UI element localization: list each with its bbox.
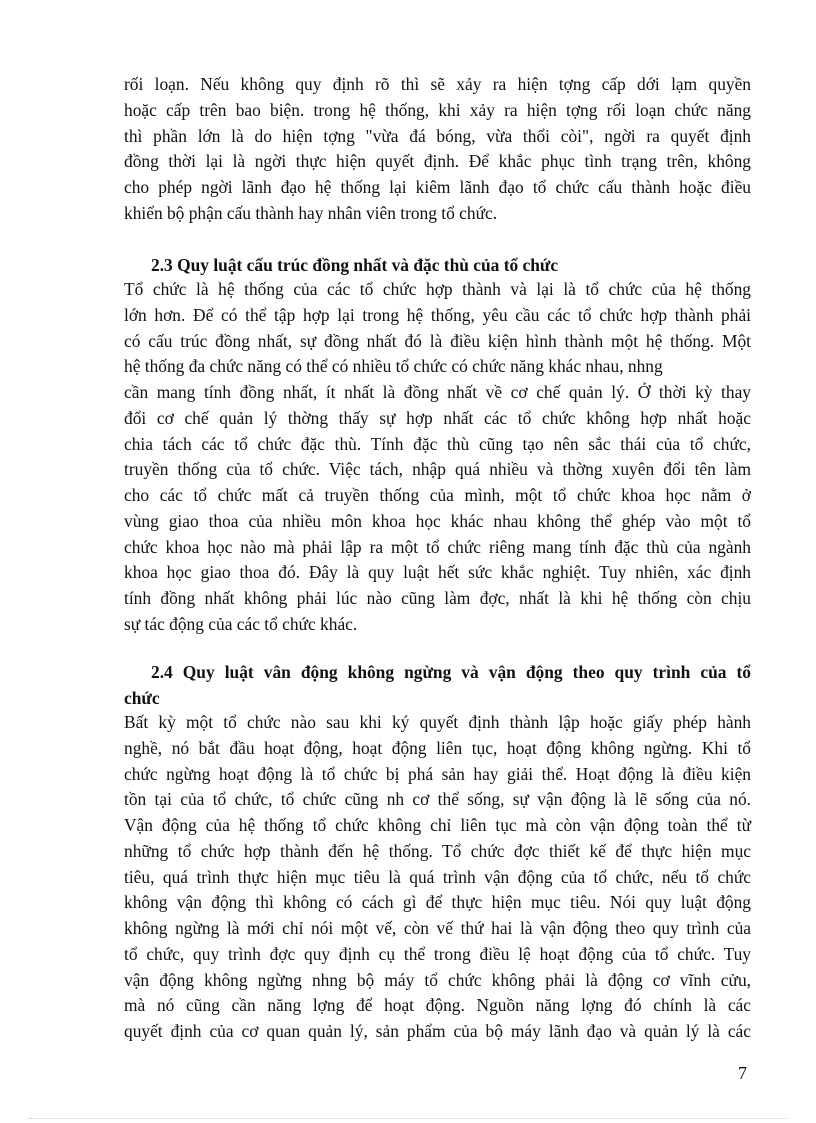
- text-line: thì phần lớn là do hiện tợng "vừa đá bóng, vừa thổi còi", ngời ra quyết định: [124, 125, 751, 146]
- paragraph-1: [124, 72, 751, 227]
- section-2-3-body: [124, 277, 751, 638]
- text-line: sự tác động của các tổ chức khác.: [124, 613, 358, 634]
- text-line: Vận động của hệ thống tổ chức không chỉ liên tục mà còn vận động toàn thể từ: [124, 815, 751, 835]
- text-line: cần mang tính đồng nhất, ít nhất là đồng nhất về cơ chế quản lý. Ở thời kỳ thay: [124, 382, 751, 402]
- text-line: vùng giao thoa của nhiều môn khoa học khác nhau không thể ghép vào một tổ: [124, 510, 751, 531]
- text-line: nghề, nó bắt đầu hoạt động, hoạt động liên tục, hoạt động không ngừng. Khi tổ: [124, 737, 751, 758]
- text-line: truyền thống của tổ chức. Việc tách, nhập quá nhiều và thờng xuyên đổi tên làm: [124, 459, 751, 480]
- text-line: những tổ chức hợp thành đến hệ thống. Tổ chức đợc thiết kế để thực hiện mục: [124, 840, 751, 861]
- text-line: không vận động thì không có cách gì để thực hiện mục tiêu. Nói quy luật động: [124, 892, 751, 913]
- section-2-4-heading: [124, 660, 751, 712]
- text-line: tổ chức, quy trình đợc quy định cụ thể trong điều lệ hoạt động của tổ chức. Tuy: [124, 943, 751, 964]
- section-2-3-heading: 2.3 Quy luật cấu trúc đồng nhất và đặc thù của tổ chức: [151, 255, 559, 275]
- text-line: hệ thống đa chức năng có thể có nhiều tổ chức có chức năng khác nhau, nhng: [124, 356, 663, 377]
- text-line: lớn hơn. Để có thể tập hợp lại trong hệ thống, yêu cầu các tổ chức hợp thành phải: [124, 304, 751, 325]
- text-line: khoa học giao thoa đó. Đây là quy luật hết sức khắc nghiệt. Tuy nhiên, xác định: [124, 562, 751, 583]
- text-line: tiêu, quá trình thực hiện mục tiêu là quá trình vận động của tổ chức, nếu tổ chức: [124, 866, 751, 887]
- text-line: khiển bộ phận cấu thành hay nhân viên trong tổ chức.: [124, 202, 498, 223]
- text-line: vận động không ngừng nhng bộ máy tổ chức không phải là động cơ vĩnh cửu,: [124, 969, 751, 990]
- text-line: Bất kỳ một tổ chức nào sau khi ký quyết định thành lập hoặc giấy phép hành: [124, 712, 751, 732]
- text-line: hoặc cấp trên bao biện. trong hệ thống, khi xảy ra hiện tợng rối loạn chức năng: [124, 99, 751, 120]
- section-2-4-body: [124, 710, 751, 1045]
- text-line: chức ngừng hoạt động là tổ chức bị phá sản hay giải thể. Hoạt động là điều kiện: [124, 763, 751, 784]
- text-line: rối loạn. Nếu không quy định rõ thì sẽ xảy ra hiện tợng cấp dới lạm quyền: [124, 74, 751, 94]
- text-line: cho phép ngời lãnh đạo hệ thống lại kiêm lãnh đạo tổ chức cấu thành hoặc điều: [124, 177, 751, 197]
- text-line: tính đồng nhất không phải lúc nào cũng làm đợc, nhất là khi hệ thống còn chịu: [124, 588, 751, 608]
- page-bottom-rule: [28, 1118, 788, 1119]
- text-line: cho các tổ chức mất cả truyền thống của mình, một tổ chức khoa học nằm ở: [124, 485, 751, 505]
- heading-line: chức: [124, 687, 160, 708]
- text-line: có cấu trúc đồng nhất, sự đồng nhất đó là điều kiện hình thành một hệ thống. Một: [124, 330, 751, 351]
- text-line: mà nó cũng cần năng lợng để hoạt động. Nguồn năng lợng đó chính là các: [124, 995, 751, 1016]
- text-line: tồn tại của tổ chức, tổ chức cũng nh cơ thể sống, sự vận động là lẽ sống của nó.: [124, 789, 751, 810]
- text-line: đổi cơ chế quản lý thờng thấy sự hợp nhất các tổ chức không hợp nhất hoặc: [124, 407, 751, 428]
- text-line: chia tách các tổ chức đặc thù. Tính đặc thù cũng tạo nên sắc thái của tổ chức,: [124, 433, 751, 454]
- text-line: quyết định của cơ quan quản lý, sản phẩm của bộ máy lãnh đạo và quản lý là các: [124, 1021, 751, 1041]
- heading-line: 2.4 Quy luật vân động không ngừng và vận động theo quy trình của tổ: [151, 662, 751, 682]
- text-line: không ngừng là mới chỉ nói một vế, còn vế thứ hai là vận động theo quy trình của: [124, 918, 751, 938]
- text-line: Tổ chức là hệ thống của các tổ chức hợp thành và lại là tổ chức của hệ thống: [124, 279, 751, 299]
- page-number: 7: [738, 1063, 747, 1083]
- text-line: chức khoa học nào mà phải lập ra một tổ chức riêng mang tính đặc thù của ngành: [124, 536, 751, 557]
- text-line: đồng thời lại là ngời thực hiện quyết định. Để khắc phục tình trạng trên, không: [124, 151, 751, 172]
